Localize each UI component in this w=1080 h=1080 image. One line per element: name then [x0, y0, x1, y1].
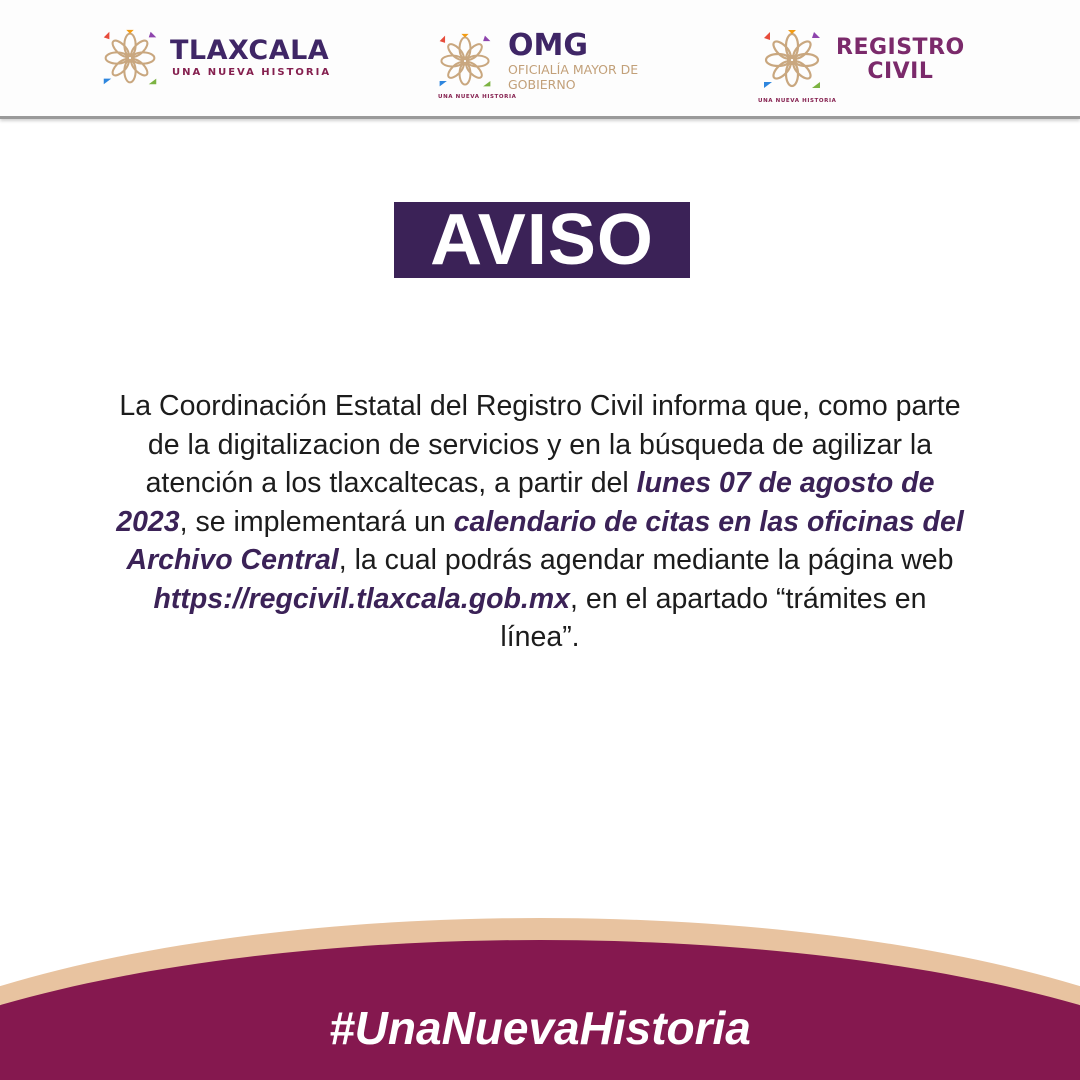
- notice-text-part3: , la cual podrás agendar mediante la página web: [338, 544, 954, 576]
- footer-hashtag: #UnaNuevaHistoria: [329, 1002, 751, 1054]
- omg-title: OMG: [508, 28, 588, 63]
- notice-date: lunes 07 de agosto de 2023: [116, 467, 935, 538]
- tlaxcala-subtitle: UNA NUEVA HISTORIA: [172, 67, 332, 78]
- registro-civil-tag: UNA NUEVA HISTORIA: [758, 98, 837, 104]
- notice-url-link[interactable]: https://regcivil.tlaxcala.gob.mx: [153, 582, 571, 615]
- tlaxcala-title: TLAXCALA: [170, 35, 330, 66]
- notice-text-part1: La Coordinación Estatal del Registro Civil informa que, como parte de la digitalizacion de servicios y en la búsqueda de agilizar la atención a los tlaxcaltecas, a partir del: [119, 390, 961, 499]
- aviso-heading: AVISO: [394, 202, 690, 278]
- registro-civil-title-line1: REGISTRO: [836, 35, 965, 60]
- notice-text-part4: , en el apartado “trámites en línea”.: [500, 582, 927, 653]
- omg-subtitle-line1: OFICIALÍA MAYOR DE: [508, 62, 639, 77]
- omg-subtitle-line2: GOBIERNO: [508, 77, 576, 92]
- registro-civil-title-line2: CIVIL: [867, 59, 934, 84]
- notice-text-part2: , se implementará un: [179, 505, 454, 538]
- omg-tag: UNA NUEVA HISTORIA: [438, 94, 517, 100]
- notice-calendar: calendario de citas en las oficinas del Archivo Central: [126, 505, 964, 576]
